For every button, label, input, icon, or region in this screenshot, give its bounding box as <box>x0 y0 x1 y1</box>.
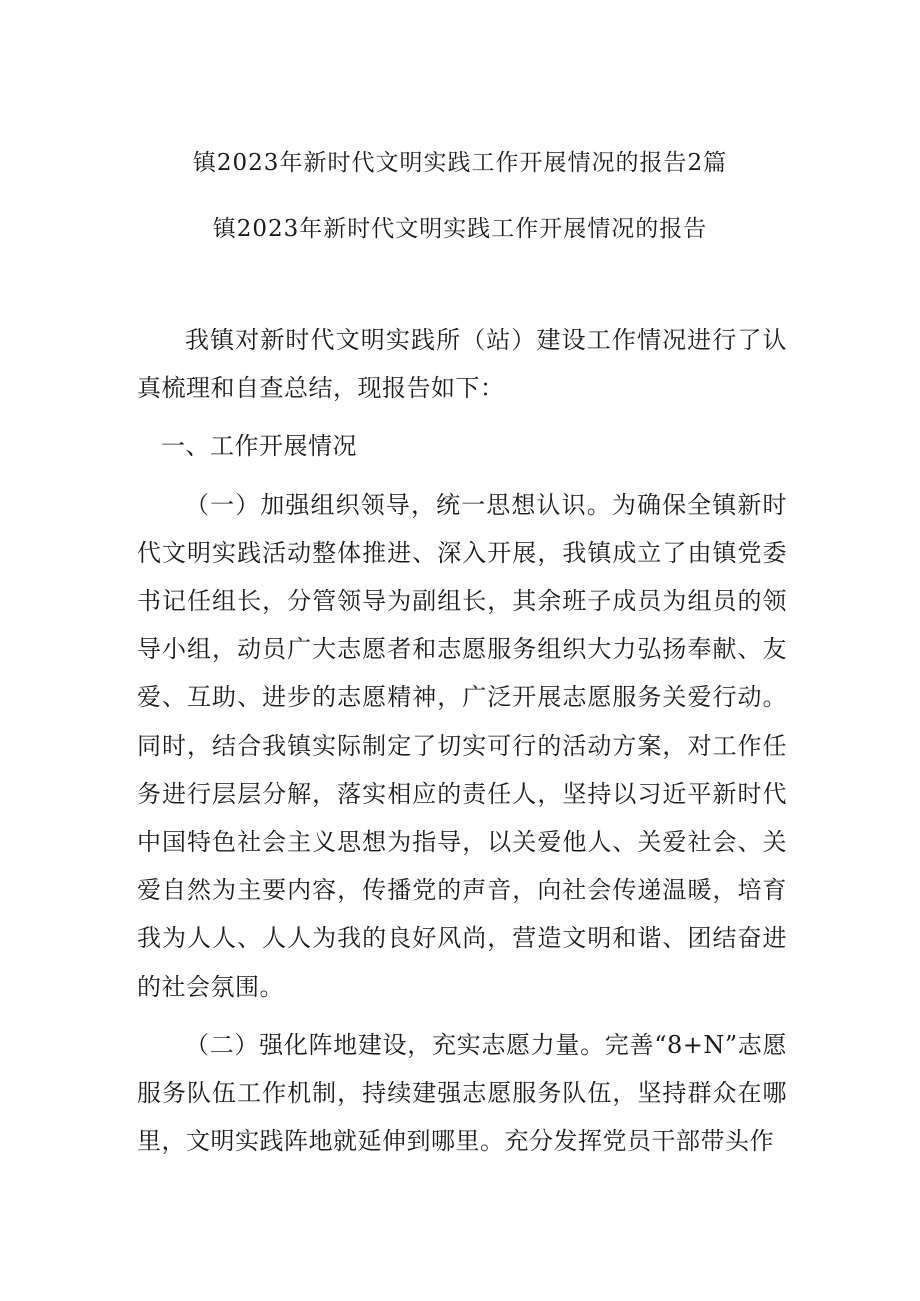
body-paragraph: （二）强化阵地建设，充实志愿力量。完善“8+N”志愿服务队伍工作机制，持续建强志愿服务队伍，坚持群众在哪里，文明实践阵地就延伸到哪里。充分发挥党员干部带头作 <box>137 1030 787 1156</box>
document-subtitle: 镇2023年新时代文明实践工作开展情况的报告 <box>212 216 708 242</box>
body-paragraph: （一）加强组织领导，统一思想认识。为确保全镇新时代文明实践活动整体推进、深入开展，我镇成立了由镇党委书记任组长，分管领导为副组长，其余班子成员为组员的领导小组，动员广大志愿者和志愿服务组织大力弘扬奉献、友爱、互助、进步的志愿精神，广泛开展志愿服务关爱行动。同时，结合我镇实际制定了切实可行的活动方案，对工作任务进行层层分解，落实相应的责任人，坚持以习近平新时代中国特色社会主义思想为指导，以关爱他人、关爱社会、关爱自然为主要内容，传播党的声音，向社会传递温暖，培育我为人人、人人为我的良好风尚，营造文明和谐、团结奋进的社会氛围。 <box>137 490 787 1001</box>
document-body <box>137 316 787 1175</box>
document-main-title: 镇2023年新时代文明实践工作开展情况的报告2篇 <box>192 150 728 176</box>
section-heading: 一、工作开展情况 <box>161 432 357 461</box>
intro-paragraph: 我镇对新时代文明实践所（站）建设工作情况进行了认真梳理和自查总结，现报告如下： <box>137 326 787 403</box>
